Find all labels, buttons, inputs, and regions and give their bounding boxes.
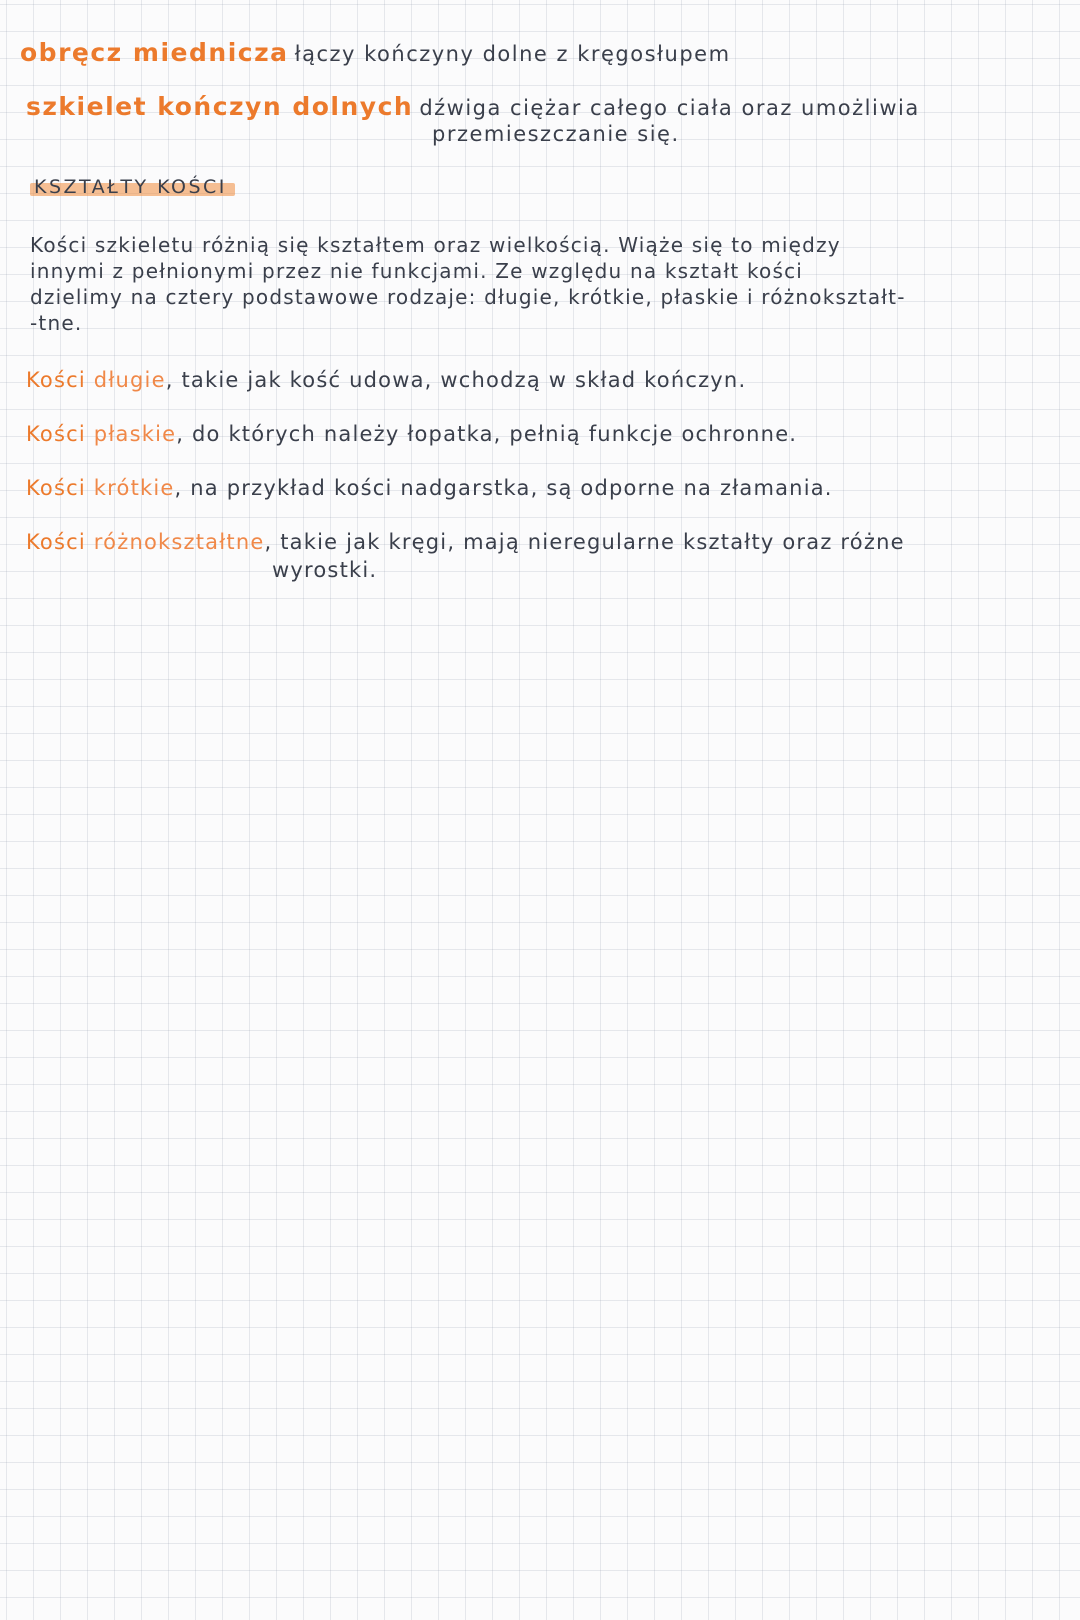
section-heading — [34, 176, 227, 198]
definition-row — [20, 38, 731, 67]
definition-text-continued: przemieszczanie się. — [432, 122, 680, 146]
definition-text: łączy kończyny dolne z kręgosłupem — [294, 42, 731, 66]
definition-text: dźwiga ciężar całego ciała oraz umożliwia — [419, 96, 920, 120]
bone-type-prefix: Kości — [26, 422, 86, 446]
paragraph-line: -tne. — [30, 311, 83, 335]
bone-type-prefix: Kości — [26, 476, 86, 500]
bone-type-kind: różnokształtne — [93, 530, 265, 554]
bone-type-text: , takie jak kość udowa, wchodzą w skład kończyn. — [165, 368, 747, 392]
section-heading-text: KSZTAŁTY KOŚCI — [34, 176, 227, 198]
bone-type-item — [26, 530, 905, 554]
definition-term: szkielet kończyn dolnych — [26, 92, 414, 121]
bone-type-prefix: Kości — [26, 368, 86, 392]
bone-type-text: , na przykład kości nadgarstka, są odporne na złamania. — [174, 476, 833, 500]
bone-type-text: , do których należy łopatka, pełnią funkcje ochronne. — [176, 422, 798, 446]
bone-type-item — [26, 422, 797, 446]
bone-type-prefix: Kości — [26, 530, 86, 554]
bone-type-kind: płaskie — [93, 422, 177, 446]
paragraph-line: innymi z pełnionymi przez nie funkcjami. Ze względu na kształt kości — [30, 259, 804, 283]
bone-type-kind: długie — [93, 368, 166, 392]
intro-paragraph — [30, 232, 1040, 336]
bone-type-item — [26, 368, 746, 392]
bone-type-kind: krótkie — [93, 476, 175, 500]
bone-type-item — [26, 476, 833, 500]
definition-term: obręcz miednicza — [20, 38, 289, 67]
bone-type-text: , takie jak kręgi, mają nieregularne kształty oraz różne — [264, 530, 905, 554]
paragraph-line: dzielimy na cztery podstawowe rodzaje: długie, krótkie, płaskie i różnokształt- — [30, 285, 906, 309]
paragraph-line: Kości szkieletu różnią się kształtem oraz wielkością. Wiąże się to między — [30, 233, 841, 257]
definition-row — [26, 92, 920, 121]
bone-type-text-continued: wyrostki. — [272, 558, 378, 582]
